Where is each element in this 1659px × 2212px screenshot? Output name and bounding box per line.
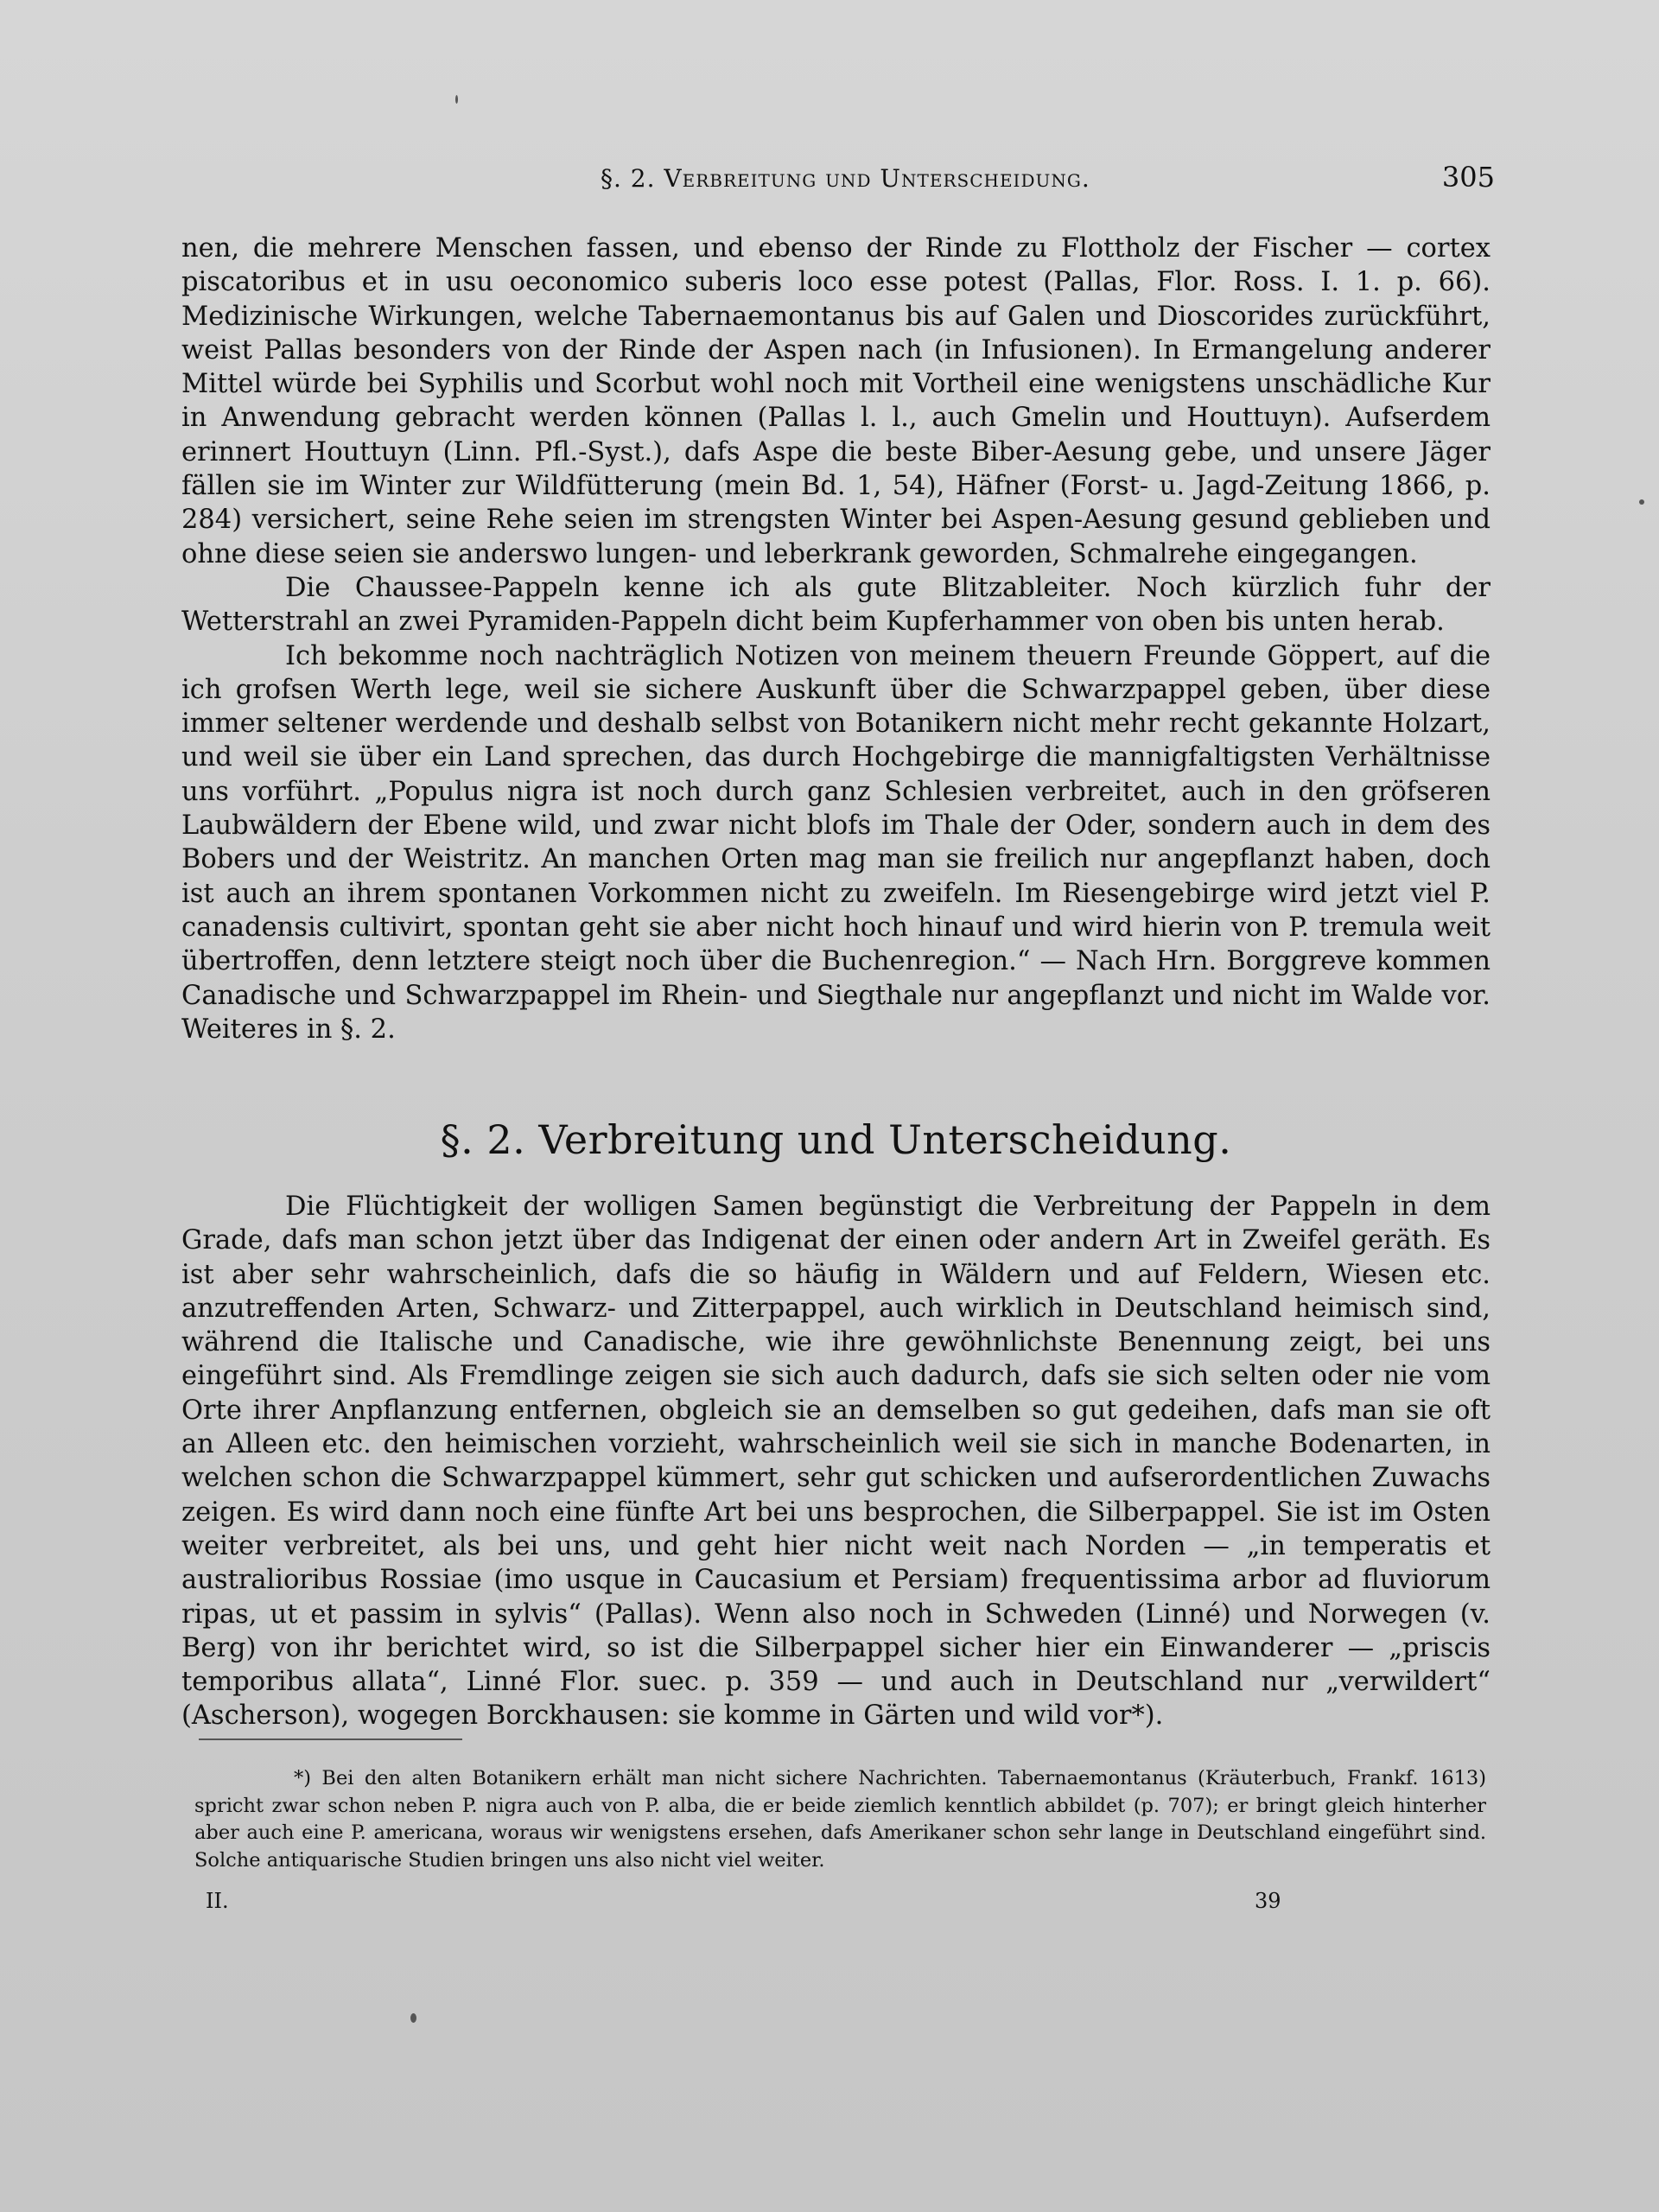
dust-speck	[1639, 499, 1644, 505]
paragraph-goeppert-notes: Ich bekomme noch nachträglich Notizen von meinem theuern Freunde Göppert, auf die ich grofsen Werth lege, weil sie sichere Auskunft über die Schwarzpappel geben, über diese immer seltener werdende und deshalb selbst von Botanikern nicht mehr recht gekannte Holzart, und weil sie über ein Land sprechen, das durch Hochgebirge die mannigfaltigsten Verhältnisse uns vorführt. „Populus nigra ist noch durch ganz Schlesien verbreitet, auch in den gröfseren Laubwäldern der Ebene wild, und zwar nicht blofs im Thale der Oder, sondern auch in dem des Bobers und der Weistritz. An manchen Orten mag man sie freilich nur angepflanzt haben, doch ist auch an ihrem spontanen Vorkommen nicht zu zweifeln. Im Riesengebirge wird jetzt viel P. canadensis cultivirt, spontan geht sie aber nicht hoch hinauf und wird hierin von P. tremula weit übertroffen, denn letztere steigt noch über die Buchenregion.“ — Nach Hrn. Borggreve kommen Canadische und Schwarzpappel im Rhein- und Siegthale nur angepflanzt und nicht im Walde vor. Weiteres in §. 2.	[181, 640, 1491, 1045]
paragraph-continued: nen, die mehrere Menschen fassen, und ebenso der Rinde zu Flottholz der Fischer — cortex piscatoribus et in usu oeconomico suberis loco esse potest (Pallas, Flor. Ross. I. 1. p. 66). Medizinische Wirkungen, welche Tabernaemontanus bis auf Galen und Dioscorides zurückführt, weist Pallas besonders von der Rinde der Aspen nach (in Infusionen). In Ermangelung anderer Mittel würde bei Syphilis und Scorbut wohl noch mit Vortheil eine wenigstens unschädliche Kur in Anwendung gebracht werden können (Pallas l. l., auch Gmelin und Houttuyn). Aufserdem erinnert Houttuyn (Linn. Pfl.-Syst.), dafs Aspe die beste Biber-Aesung gebe, und unsere Jäger fällen sie im Winter zur Wildfütterung (mein Bd. 1, 54), Häfner (Forst- u. Jagd-Zeitung 1866, p. 284) versichert, seine Rehe seien im strengsten Winter bei Aspen-Aesung gesund geblieben und ohne diese seien sie anderswo lungen- und leberkrank geworden, Schmalrehe eingegangen.	[181, 233, 1491, 569]
paragraph-chaussee-pappeln: Die Chaussee-Pappeln kenne ich als gute Blitzableiter. Noch kürzlich fuhr der Wetterstrahl an zwei Pyramiden-Pappeln dicht beim Kupferhammer von oben bis unten herab.	[181, 572, 1491, 638]
section-heading: §. 2. Verbreitung und Unterscheidung.	[440, 1116, 1232, 1163]
dust-speck	[410, 2013, 416, 2023]
section-text-block	[181, 1190, 1491, 1733]
sheet-signature: 39	[1255, 1889, 1281, 1913]
dust-speck	[455, 95, 458, 104]
footnote	[194, 1765, 1486, 1874]
paragraph-verbreitung: Die Flüchtigkeit der wolligen Samen begünstigt die Verbreitung der Pappeln in dem Grade, dafs man schon jetzt über das Indigenat der einen oder andern Art in Zweifel geräth. Es ist aber sehr wahrscheinlich, dafs die so häufig in Wäldern und auf Feldern, Wiesen etc. anzutreffenden Arten, Schwarz- und Zitterpappel, auch wirklich in Deutschland heimisch sind, während die Italische und Canadische, wie ihre gewöhnlichste Benennung zeigt, bei uns eingeführt sind. Als Fremdlinge zeigen sie sich auch dadurch, dafs sie sich selten oder nie vom Orte ihrer Anpflanzung entfernen, obgleich sie an demselben so gut gedeihen, dafs man sie oft an Alleen etc. den heimischen vorzieht, wahrscheinlich weil sie sich in manche Bodenarten, in welchen schon die Schwarzpappel kümmert, sehr gut schicken und aufserordentlichen Zuwachs zeigen. Es wird dann noch eine fünfte Art bei uns besprochen, die Silberpappel. Sie ist im Osten weiter verbreitet, als bei uns, und geht hier nicht weit nach Norden — „in temperatis et australioribus Rossiae (imo usque in Caucasium et Persiam) frequentissima arbor ad fluviorum ripas, ut et passim in sylvis“ (Pallas). Wenn also noch in Schweden (Linné) und Norwegen (v. Berg) von ihr berichtet wird, so ist die Silberpappel sicher hier ein Einwanderer — „priscis temporibus allata“, Linné Flor. suec. p. 359 — und auch in Deutschland nur „verwildert“ (Ascherson), wogegen Borckhausen: sie komme in Gärten und wild vor*).	[181, 1192, 1491, 1732]
volume-signature: II.	[206, 1889, 229, 1913]
continued-text-block	[181, 232, 1491, 1046]
running-title: §. 2. Verbreitung und Unterscheidung.	[601, 164, 1090, 193]
page-number: 305	[1441, 161, 1495, 194]
footnote-divider	[199, 1738, 462, 1740]
footnote-text: *) Bei den alten Botanikern erhält man nicht sichere Nachrichten. Tabernaemontanus (Kräuterbuch, Frankf. 1613) spricht zwar schon neben P. nigra auch von P. alba, die er beide ziemlich kenntlich abbildet (p. 707); er bringt gleich hinterher aber auch eine P. americana, woraus wir wenigstens ersehen, dafs Amerikaner schon sehr lange in Deutschland eingeführt sind. Solche antiquarische Studien bringen uns also nicht viel weiter.	[194, 1767, 1486, 1872]
running-head	[181, 161, 1495, 207]
